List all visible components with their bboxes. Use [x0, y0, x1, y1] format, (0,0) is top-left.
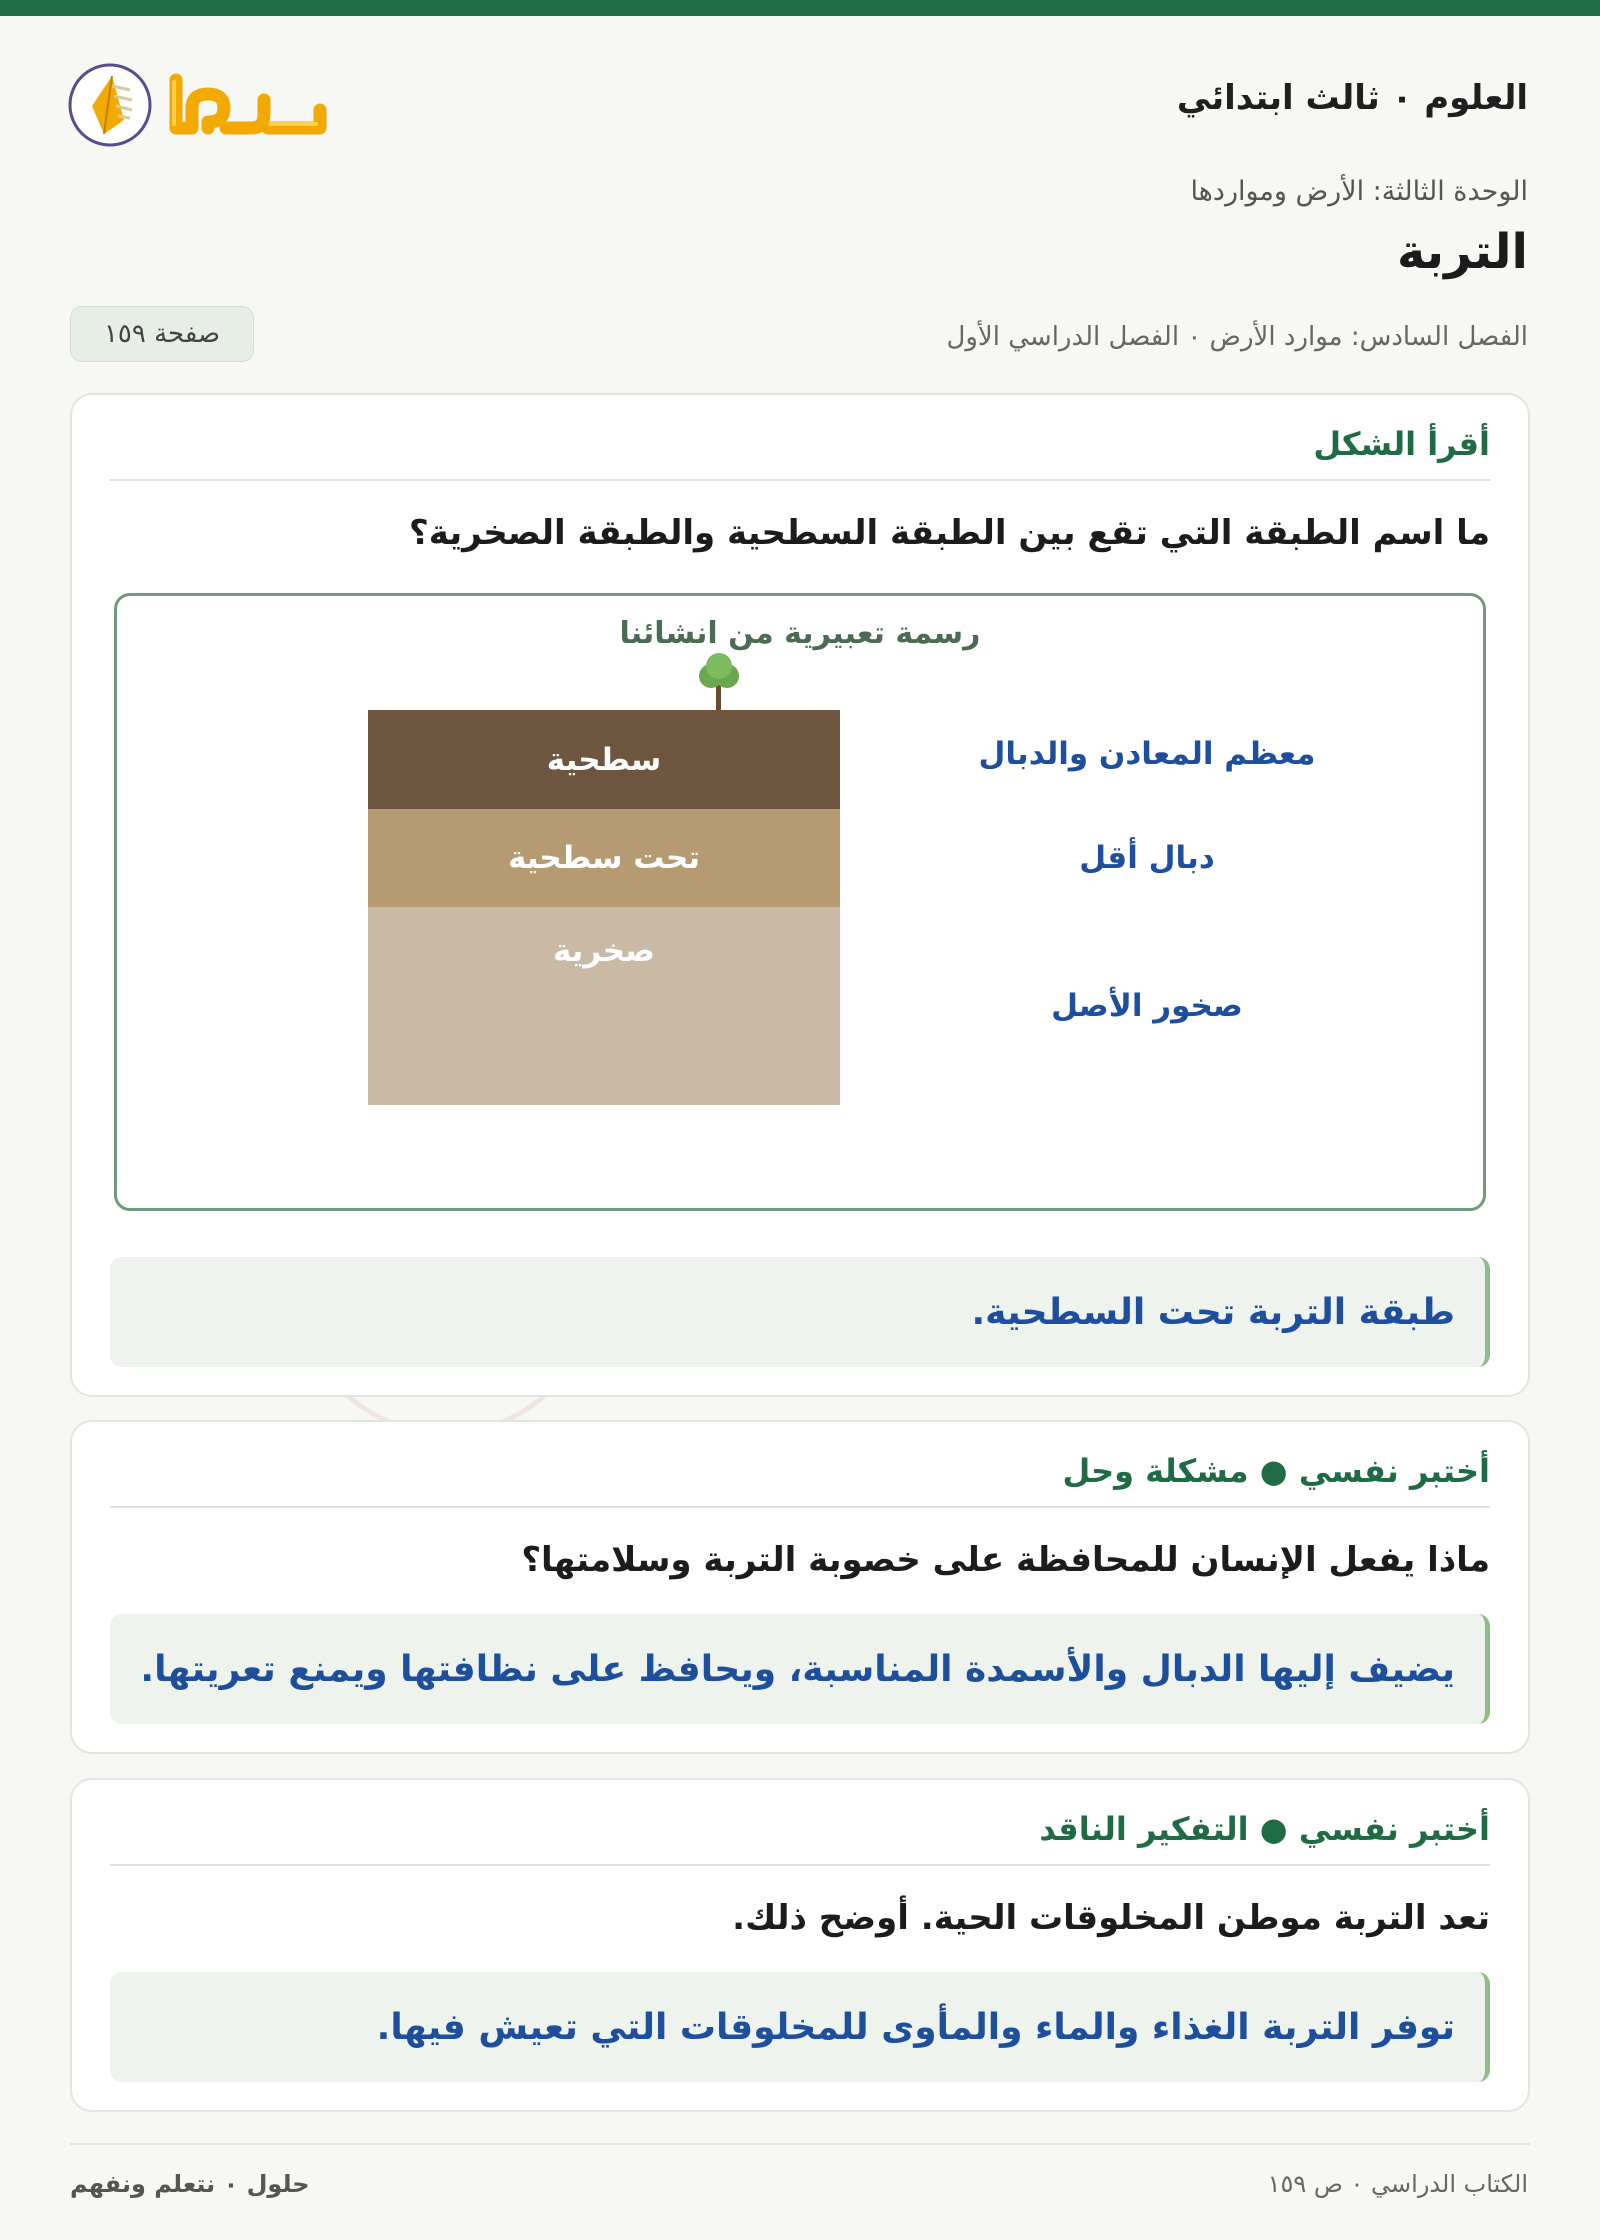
answer-text: يضيف إليها الدبال والأسمدة المناسبة، ويحافظ على نظافتها ويمنع تعريتها. — [140, 1648, 1455, 1690]
card-heading: أختبر نفسي ● التفكير الناقد — [110, 1810, 1490, 1866]
answer-box — [110, 1257, 1490, 1367]
layer-description: دبال أقل — [1079, 840, 1215, 876]
answer-box — [110, 1972, 1490, 2082]
soil-layer-topsoil — [368, 710, 840, 809]
card-heading: أختبر نفسي ● مشكلة وحل — [110, 1452, 1490, 1508]
answer-box — [110, 1614, 1490, 1724]
question-text: تعد التربة موطن المخلوقات الحية. أوضح ذلك. — [732, 1898, 1490, 1938]
critical-thinking-card — [70, 1778, 1530, 2112]
soil-layers-diagram — [114, 593, 1486, 1211]
card-heading: أقرأ الشكل — [110, 425, 1490, 481]
question-text: ما اسم الطبقة التي تقع بين الطبقة السطحية والطبقة الصخرية؟ — [409, 513, 1490, 553]
layer-label: صخرية — [552, 933, 656, 969]
soil-layer-subsoil — [368, 809, 840, 907]
subject-title: العلوم ٠ ثالث ابتدائي — [1176, 78, 1528, 118]
problem-solution-card — [70, 1420, 1530, 1754]
page-number-badge: صفحة ١٥٩ — [70, 306, 254, 362]
lesson-title: التربة — [1396, 224, 1528, 280]
layer-label: سطحية — [546, 741, 662, 778]
layer-description: صخور الأصل — [1051, 988, 1243, 1024]
chapter-info: الفصل السادس: موارد الأرض ٠ الفصل الدراسي الأول — [946, 322, 1528, 352]
top-accent-bar — [0, 0, 1600, 16]
layer-label: تحت سطحية — [507, 840, 701, 876]
layer-description: معظم المعادن والدبال — [978, 736, 1316, 772]
hulul-logo-icon — [68, 50, 338, 160]
diagram-caption: رسمة تعبيرية من انشائنا — [619, 616, 981, 651]
answer-text: توفر التربة الغذاء والماء والمأوى للمخلوقات التي تعيش فيها. — [376, 2006, 1455, 2048]
soil-layer-bedrock — [368, 907, 840, 1105]
read-figure-card — [70, 393, 1530, 1397]
footer-divider — [70, 2143, 1530, 2145]
answer-text: طبقة التربة تحت السطحية. — [971, 1291, 1455, 1333]
unit-title: الوحدة الثالثة: الأرض ومواردها — [1190, 176, 1528, 207]
footer-book-page: الكتاب الدراسي ٠ ص ١٥٩ — [1267, 2170, 1528, 2198]
footer-brand: حلول ٠ نتعلم ونفهم — [70, 2170, 310, 2198]
question-text: ماذا يفعل الإنسان للمحافظة على خصوبة التربة وسلامتها؟ — [521, 1540, 1490, 1580]
